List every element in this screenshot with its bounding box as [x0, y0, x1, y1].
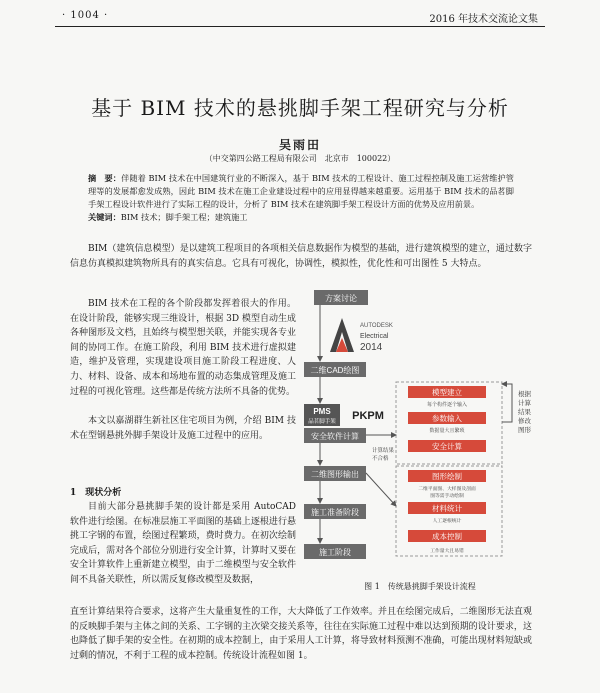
- paragraph-project: 本文以嘉湖群生新社区住宅项目为例，介绍 BIM 技术在型钢悬挑外脚手架设计及施工过程中的应用。: [70, 416, 296, 441]
- pkpm-logo: PKPM: [352, 410, 384, 422]
- page-number: · 1004 ·: [62, 10, 109, 21]
- paragraph-intro: BIM（建筑信息模型）是以建筑工程项目的各项相关信息数据作为模型的基础，进行建筑模型的建立，通过数字信息仿真模拟建筑物所具有的真实信息。它具有可视化，协调性，模拟性，优化性和可出图性 5 大特点。: [70, 244, 532, 269]
- box-safety-calc-label: 安全软件计算: [311, 432, 359, 441]
- box-draw-label: 图形绘制: [432, 472, 462, 481]
- pms-logo-text: PMS: [313, 407, 331, 416]
- flowchart-figure: [300, 286, 532, 578]
- side-note-2: 计算: [518, 400, 531, 407]
- calc-note-1: 计算结果: [372, 448, 395, 454]
- feedback-arrow: [502, 384, 512, 422]
- side-note-1: 根据: [518, 391, 531, 398]
- box-construction-label: 施工阶段: [319, 548, 351, 557]
- paragraph-bim-stages: BIM 技术在工程的各个阶段都发挥着很大的作用。在设计阶段，能够实现三维设计，根据 3D 模型自动生成各种图形及文档，且始终与模型想关联，并能实现各专业间的协同工作。在施工阶段，利用 BIM 技术进行虚拟建造，维护及管理，实现建设项目施工阶段工程进度、人力、材料、设备、成本和场地布置的动态集成管理及施工过程的可视化管理。这些都是传统方法所不具备的优势。: [70, 299, 296, 397]
- header-rule: [55, 26, 545, 27]
- abstract-text: 伴随着 BIM 技术在中国建筑行业的不断深入，基于 BIM 技术的工程设计、施工过程控制及施工运营维护管理等的发展都愈发成熟，因此 BIM 技术在施工企业建设过程中的应用显得越来越重要。运用基于 BIM 技术的品茗脚手架工程设计软件进行了实际工程的设计，分析了 BIM 技术在建筑脚手架工程设计方面的优势及应用前景。: [88, 173, 514, 209]
- keywords: [88, 212, 514, 223]
- paper-title: 基于 BIM 技术的悬挑脚手架工程研究与分析: [91, 96, 509, 120]
- note-model: 每个构件逐个输入: [426, 402, 468, 408]
- autodesk-logo: [330, 318, 393, 353]
- box-cost-label: 成本控制: [432, 532, 462, 541]
- logo-product: Electrical: [360, 333, 389, 340]
- note-draw-1: 二维平面图、大样图及剖面: [418, 487, 476, 492]
- side-note-4: 修改: [518, 418, 531, 425]
- box-output-label: 二维图形输出: [311, 470, 359, 479]
- note-params: 数据量大且繁琐: [429, 428, 465, 434]
- figure-caption-text: 传统悬挑脚手架设计流程: [387, 582, 476, 591]
- paragraph-status-cont: 直至计算结果符合要求，这将产生大量重复性的工作，大大降低了工作效率。并且在绘图完成后，二维图形无法直观的反映脚手架与主体之间的关系、工字钢的主次梁交接关系等，往往在实际施工过程中难以达到预期的设计要求，这也降低了脚手架的安全性。在初期的成本控制上，由于采用人工计算，将导致材料预测不准确，可能出现材料短缺或过剩的情况，不利于工程的成本控制。传统设计流程如图 1。: [70, 607, 532, 661]
- figure-caption: [300, 581, 532, 592]
- paragraph-status: 目前大部分悬挑脚手架的设计都是采用 AutoCAD 软件进行绘图。在标准层施工平面图的基础上逐根进行悬挑工字钢的布置，绘图过程繁琐，费时费力。在初次绘制完成后，需对各个部位分别进行安全计算，计算时又要在安全计算软件上重新建立模型，由于二维模型与安全软件间不具备关联性，所以需反复修改模型及数据，: [70, 502, 296, 585]
- keywords-label: 关键词：: [88, 212, 121, 222]
- side-note-5: 图形: [518, 427, 531, 434]
- box-model-label: 模型建立: [432, 388, 462, 397]
- note-material: 人工逐根统计: [432, 519, 462, 524]
- figure-caption-number: 图 1: [364, 582, 380, 591]
- arrow-draw: [366, 473, 396, 506]
- logo-brand: AUTODESK: [360, 323, 393, 329]
- keywords-text: BIM 技术；脚手架工程；建筑施工: [120, 212, 248, 222]
- side-note-3: 结果: [518, 409, 531, 416]
- box-params-label: 参数输入: [432, 414, 462, 423]
- box-plan-label: 方案讨论: [325, 294, 357, 303]
- abstract-label: 摘 要：: [88, 173, 122, 183]
- note-cost: 工作量大且易错: [430, 549, 464, 554]
- calc-note-2: 不合格: [372, 456, 389, 462]
- journal-name: 2016 年技术交流论文集: [429, 14, 538, 25]
- pms-logo-sub: 品茗脚手架: [308, 419, 336, 425]
- abstract: [88, 172, 514, 211]
- box-material-label: 材料统计: [432, 504, 462, 513]
- logo-year: 2014: [360, 342, 383, 353]
- box-cad-label: 二维CAD绘图: [310, 366, 360, 375]
- left-flow: [304, 290, 395, 559]
- box-calc-label: 安全计算: [432, 442, 462, 451]
- note-draw-2: 图等需手动绘制: [430, 494, 464, 499]
- box-prep-label: 施工准备阶段: [311, 508, 359, 517]
- author: 吴雨田: [278, 138, 321, 152]
- affiliation: （中交第四公路工程局有限公司 北京市 100022）: [204, 154, 396, 163]
- section-heading: 1 现状分析: [70, 488, 122, 498]
